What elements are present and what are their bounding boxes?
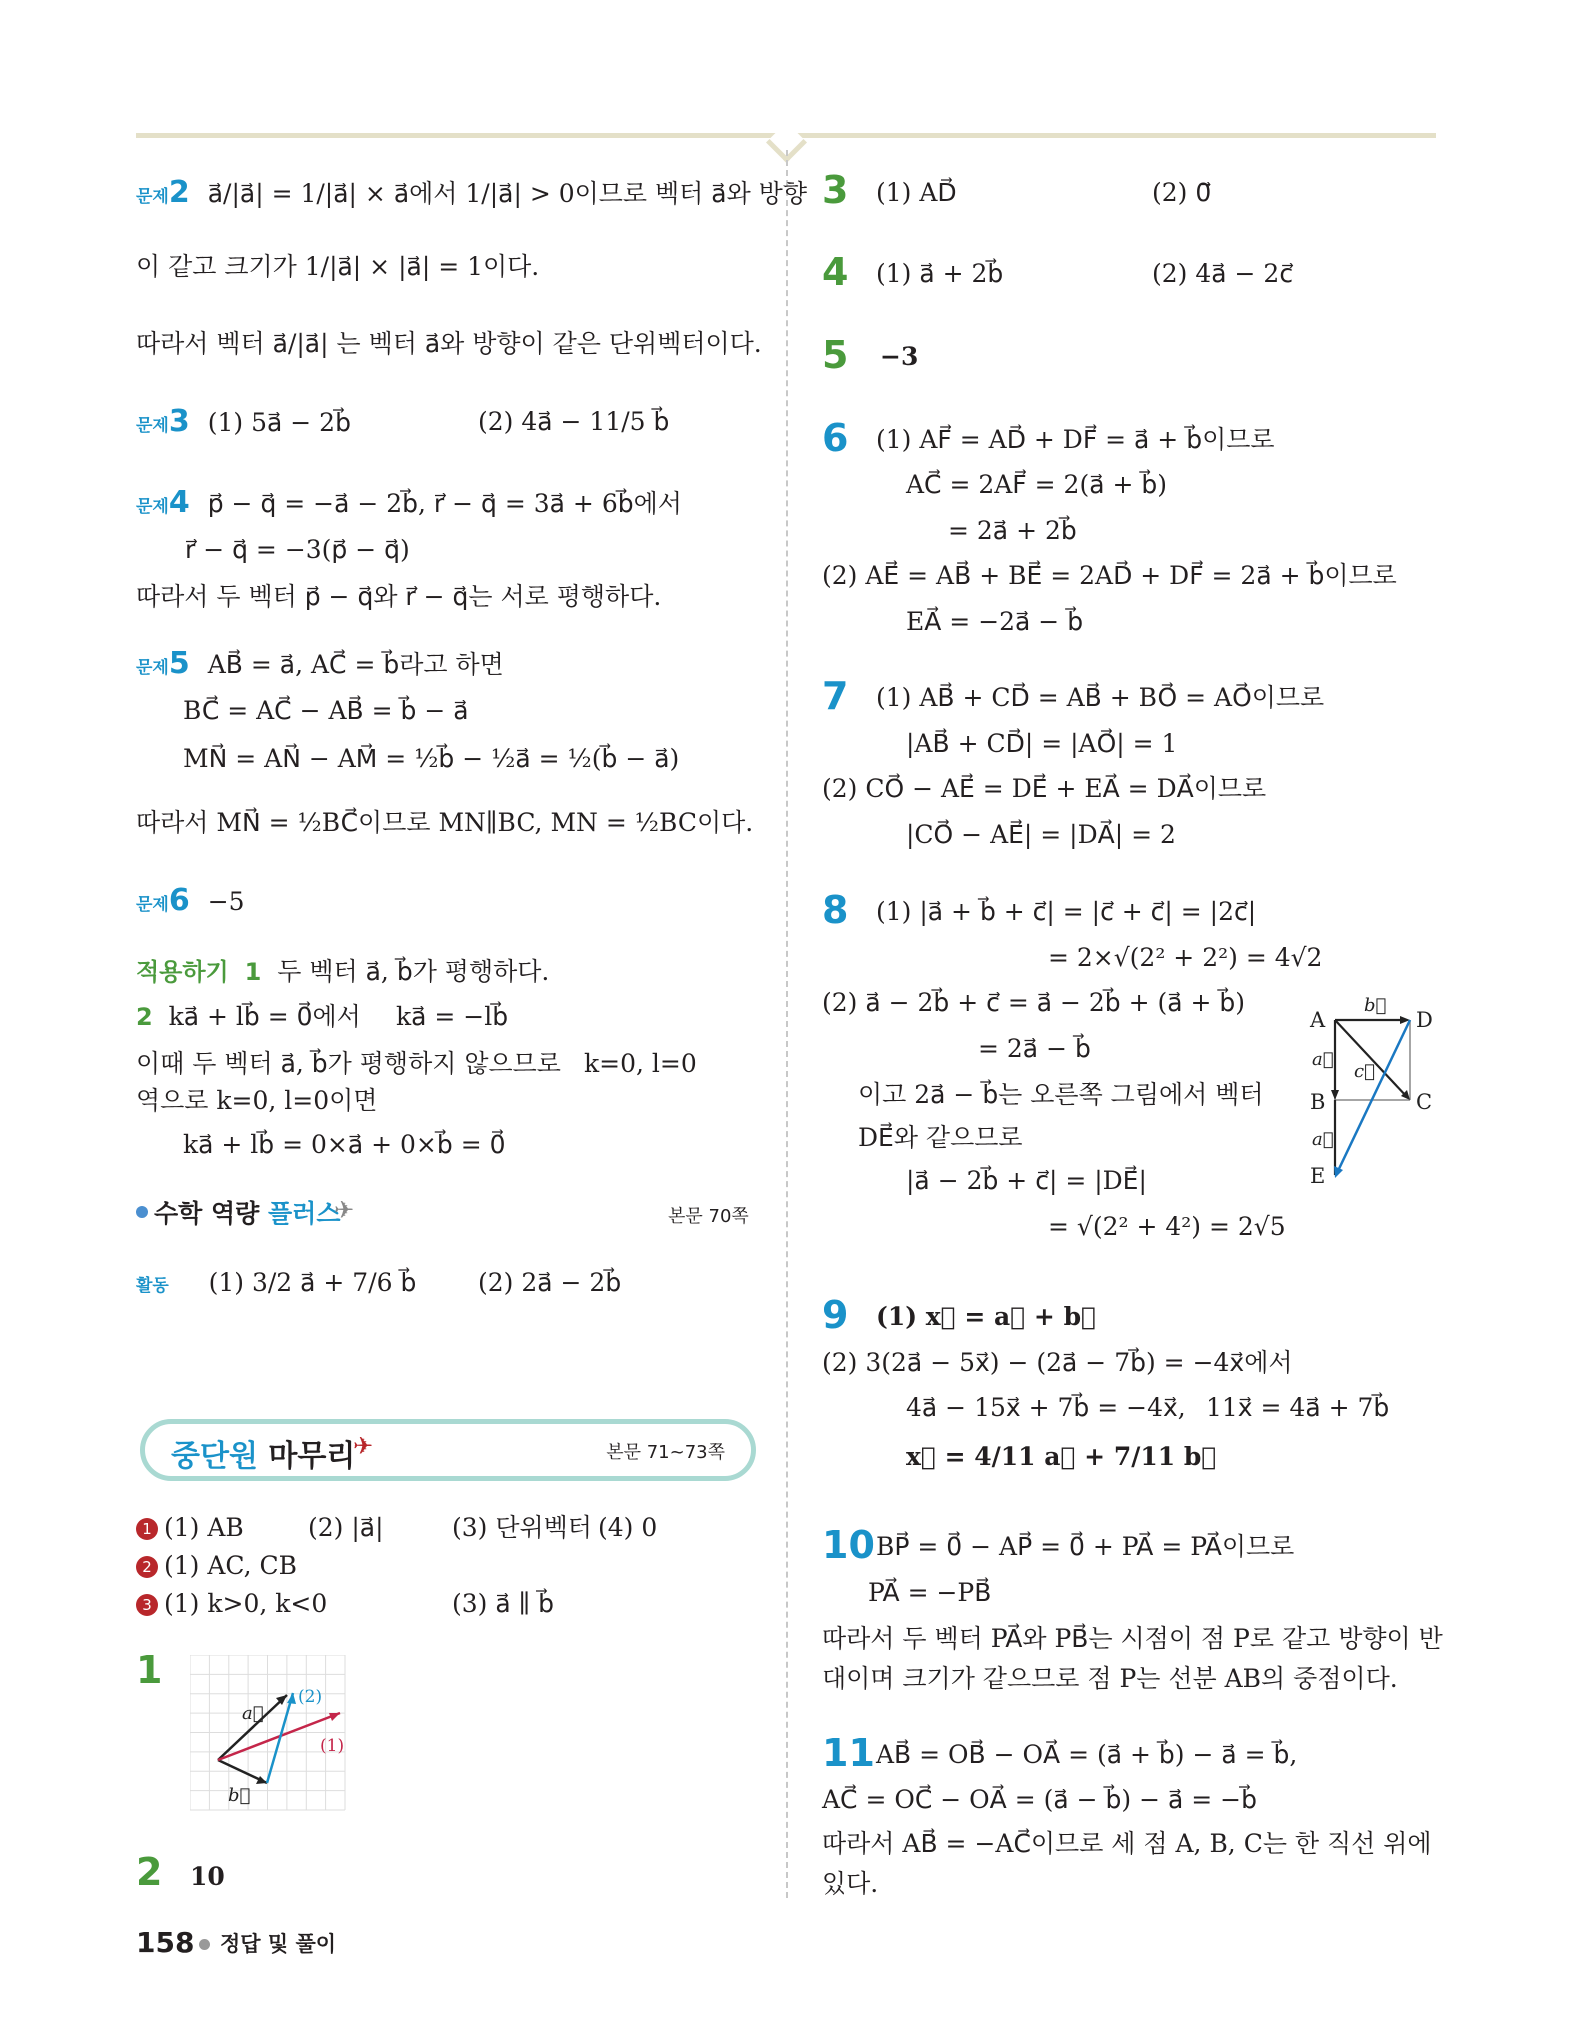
problem-label: 문제 [136,187,169,207]
review-row-1: 1 (1) AB [136,1511,244,1545]
problem-5-line-2: BC⃗ = AC⃗ − AB⃗ = b⃗ − a⃗ [183,696,469,725]
math-plus-header [136,1192,756,1234]
question-3-b: (2) 0⃗ [1152,178,1212,207]
question-7-number: 7 [822,674,849,718]
problem-4-line-2: r⃗ − q⃗ = −3(p⃗ − q⃗) [185,535,410,564]
question-9-line-2: (2) 3(2a⃗ − 5x⃗) − (2a⃗ − 7b⃗) = −4x⃗에서 [822,1348,1293,1377]
apply-label: 적용하기 [136,958,229,986]
activity-answer-1: (1) 3/2 a⃗ + 7/6 b⃗ [208,1268,417,1297]
question-7-line-2: |AB⃗ + CD⃗| = |AO⃗| = 1 [906,729,1178,758]
question-11-line-4: 있다. [822,1869,879,1898]
problem-number: 4 [168,485,190,520]
problem-text: p⃗ − q⃗ = −a⃗ − 2b⃗, r⃗ − q⃗ = 3a⃗ + 6b⃗에서 [207,489,682,518]
question-8-line-4: = 2a⃗ − b⃗ [978,1034,1091,1063]
question-8-line-8: = √(2² + 4²) = 2√5 [1048,1212,1286,1241]
problem-6 [136,884,245,922]
point-C: C [1416,1090,1433,1114]
activity-answer-2: (2) 2a⃗ − 2b⃗ [478,1268,622,1297]
apply-number-2: 2 [136,1003,153,1031]
question-2-number: 2 [136,1850,163,1894]
problem-5-line-3: MN⃗ = AN⃗ − AM⃗ = ½b⃗ − ½a⃗ = ½(b⃗ − a⃗) [183,744,680,773]
problem-number: 2 [168,175,190,210]
question-10-line-4: 대이며 크기가 같으므로 점 P는 선분 AB의 중점이다. [822,1664,1398,1693]
question-6-line-3: = 2a⃗ + 2b⃗ [948,516,1077,545]
column-divider [786,150,788,1898]
apply-line-3b: k=0, l=0 [584,1049,697,1078]
question-1-number: 1 [136,1648,163,1692]
question-7-line-3: (2) CO⃗ − AE⃗ = DE⃗ + EA⃗ = DA⃗이므로 [822,774,1267,803]
question-8-figure [1300,985,1440,1185]
footer-dot-icon [199,1939,210,1950]
apply-text-2a: ka⃗ + lb⃗ = 0⃗에서 [168,1002,361,1031]
problem-5-line-1 [136,647,504,685]
review-row-1-c: (3) 단위벡터 [452,1513,592,1542]
question-3-a: (1) AD⃗ [876,178,957,207]
page-number: 158 [136,1926,195,1959]
review-header [140,1419,756,1481]
problem-text: AB⃗ = a⃗, AC⃗ = b⃗라고 하면 [207,650,504,679]
mark-icon: 3 [136,1594,158,1616]
footer-title: 정답 및 풀이 [220,1932,337,1956]
fig-label-1: (1) [320,1736,345,1756]
review-row-3-c: (3) a⃗ ∥ b⃗ [452,1589,554,1618]
problem-3 [136,405,351,443]
problem-number: 6 [168,883,190,918]
question-6-line-5: EA⃗ = −2a⃗ − b⃗ [906,607,1084,636]
question-6-number: 6 [822,416,849,460]
apply-line-4: 역으로 k=0, l=0이면 [136,1086,378,1115]
review-row-3: 3 (1) k>0, k<0 [136,1587,327,1621]
question-9-line-1: (1) x⃗ = a⃗ + b⃗ [876,1302,1097,1331]
question-6-line-4: (2) AE⃗ = AB⃗ + BE⃗ = 2AD⃗ + DF⃗ = 2a⃗ + b⃗이므로 [822,561,1397,590]
plus-ref: 본문 70쪽 [668,1206,749,1227]
problem-3-answer-2: (2) 4a⃗ − 11/5 b⃗ [478,407,670,436]
problem-5-line-4: 따라서 MN⃗ = ½BC⃗이므로 MN∥BC, MN = ½BC이다. [136,808,754,837]
fig-label-a: a⃗ [242,1703,264,1724]
apply-text-1: 두 벡터 a⃗, b⃗가 평행하다. [277,957,550,986]
question-6-line-2: AC⃗ = 2AF⃗ = 2(a⃗ + b⃗) [906,470,1167,499]
problem-label: 문제 [136,895,169,915]
apply-line-2 [136,1000,361,1034]
question-11-number: 11 [822,1731,875,1775]
question-8-line-2: = 2×√(2² + 2²) = 4√2 [1048,943,1323,972]
point-E: E [1310,1164,1326,1185]
fig-label-c: c⃗ [1354,1061,1375,1082]
problem-label: 문제 [136,658,169,678]
rocket-icon: ✈ [353,1432,374,1460]
question-2-answer: 10 [190,1862,225,1891]
apply-line-5: ka⃗ + lb⃗ = 0×a⃗ + 0×b⃗ = 0⃗ [183,1130,506,1159]
question-8-line-1: (1) |a⃗ + b⃗ + c⃗| = |c⃗ + c⃗| = |2c⃗| [876,897,1257,926]
problem-2-line-1 [136,176,807,214]
question-1-grid-figure [190,1655,350,1815]
question-9-line-4: x⃗ = 4/11 a⃗ + 7/11 b⃗ [906,1442,1217,1471]
question-10-line-1: BP⃗ = 0⃗ − AP⃗ = 0⃗ + PA⃗ = PA⃗이므로 [876,1532,1295,1561]
question-9-line-3b: 11x⃗ = 4a⃗ + 7b⃗ [1206,1393,1390,1422]
question-8-line-7: |a⃗ − 2b⃗ + c⃗| = |DE⃗| [906,1166,1147,1195]
problem-answer-1: (1) 5a⃗ − 2b⃗ [207,408,351,437]
problem-2-line-2: 이 같고 크기가 1/|a⃗| × |a⃗| = 1이다. [136,252,540,281]
question-8-line-6: DE⃗와 같으므로 [858,1123,1023,1152]
question-5-answer: −3 [880,342,919,371]
review-row-1-b: (2) |a⃗| [308,1513,384,1542]
problem-number: 3 [168,404,190,439]
question-9-number: 9 [822,1293,849,1337]
problem-answer: −5 [207,887,245,916]
review-row-1-d: (4) 0 [598,1513,658,1542]
question-11-line-2: AC⃗ = OC⃗ − OA⃗ = (a⃗ − b⃗) − a⃗ = −b⃗ [822,1785,1257,1814]
problem-label: 문제 [136,416,169,436]
question-8-number: 8 [822,888,849,932]
fig-label-a2: a⃗ [1312,1129,1334,1150]
question-10-line-2: PA⃗ = −PB⃗ [868,1578,992,1607]
point-B: B [1310,1090,1326,1114]
fig-label-a1: a⃗ [1312,1049,1334,1070]
activity-label: 활동 [136,1276,169,1296]
plus-activity [136,1266,416,1303]
question-7-line-4: |CO⃗ − AE⃗| = |DA⃗| = 2 [906,820,1176,849]
problem-2-line-3: 따라서 벡터 a⃗/|a⃗| 는 벡터 a⃗와 방향이 같은 단위벡터이다. [136,329,762,358]
apply-line-3a: 이때 두 벡터 a⃗, b⃗가 평행하지 않으므로 [136,1049,561,1078]
apply-line-1 [136,955,549,989]
question-9-line-3a: 4a⃗ − 15x⃗ + 7b⃗ = −4x⃗, [906,1393,1186,1422]
apply-number-1: 1 [244,958,262,986]
apply-line-2b: ka⃗ = −lb⃗ [396,1002,509,1031]
question-4-a: (1) a⃗ + 2b⃗ [876,259,1004,288]
review-ref: 본문 71~73쪽 [606,1442,725,1463]
question-8-line-5: 이고 2a⃗ − b⃗는 오른쪽 그림에서 벡터 [858,1080,1264,1109]
mark-icon: 2 [136,1556,158,1578]
question-3-number: 3 [822,168,849,212]
question-10-number: 10 [822,1523,875,1567]
plus-title: 수학 역량 플러스 [154,1199,341,1228]
problem-label: 문제 [136,497,169,517]
rocket-icon: ✈ [334,1196,355,1224]
question-10-line-3: 따라서 두 벡터 PA⃗와 PB⃗는 시점이 점 P로 같고 방향이 반 [822,1624,1443,1653]
point-A: A [1310,1008,1326,1032]
question-6-line-1: (1) AF⃗ = AD⃗ + DF⃗ = a⃗ + b⃗이므로 [876,425,1275,454]
question-5-number: 5 [822,333,849,377]
fig-label-b: b⃗ [228,1785,251,1806]
problem-4-line-3: 따라서 두 벡터 p⃗ − q⃗와 r⃗ − q⃗는 서로 평행하다. [136,582,662,611]
review-row-2: 2 (1) AC, CB [136,1549,297,1583]
review-title: 중단원 마무리 [171,1439,356,1474]
problem-text: a⃗/|a⃗| = 1/|a⃗| × a⃗에서 1/|a⃗| > 0이므로 벡터 a⃗와 방향 [207,179,807,208]
question-11-line-1: AB⃗ = OB⃗ − OA⃗ = (a⃗ + b⃗) − a⃗ = b⃗, [876,1740,1298,1769]
fig-label-2: (2) [298,1687,323,1707]
question-4-number: 4 [822,250,849,294]
question-7-line-1: (1) AB⃗ + CD⃗ = AB⃗ + BO⃗ = AO⃗이므로 [876,683,1325,712]
problem-number: 5 [168,646,190,681]
fig-label-b: b⃗ [1364,995,1387,1016]
question-11-line-3: 따라서 AB⃗ = −AC⃗이므로 세 점 A, B, C는 한 직선 위에 [822,1829,1432,1858]
question-4-b: (2) 4a⃗ − 2c⃗ [1152,259,1294,288]
plus-dot-icon [136,1206,148,1218]
question-8-line-3: (2) a⃗ − 2b⃗ + c⃗ = a⃗ − 2b⃗ + (a⃗ + b⃗) [822,988,1246,1017]
point-D: D [1416,1008,1433,1032]
problem-4-line-1 [136,486,682,524]
mark-icon: 1 [136,1518,158,1540]
